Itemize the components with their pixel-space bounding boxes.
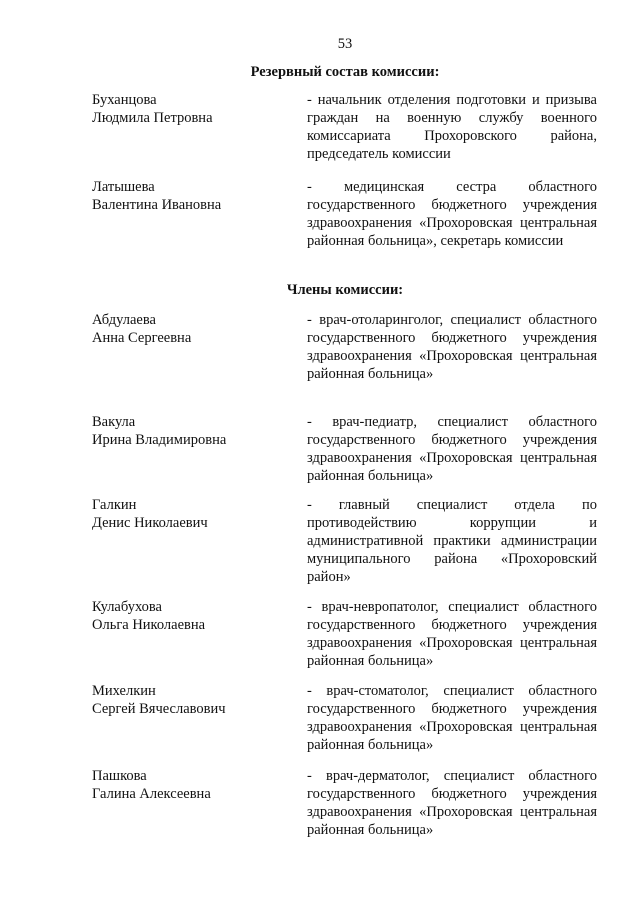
member-surname: Галкин — [92, 497, 137, 513]
member-name — [92, 496, 292, 532]
member-surname: Латышева — [92, 179, 155, 195]
member-role: - медицинская сестра областного государственного бюджетного учреждения здравоохранения «Прохоровская центральная районная больница», секретарь комиссии — [307, 179, 597, 249]
member-given-name: Галина Алексеевна — [92, 786, 211, 802]
member-surname: Кулабухова — [92, 599, 162, 615]
member-surname: Вакула — [92, 414, 136, 430]
member-name — [92, 598, 292, 634]
member-given-name: Людмила Петровна — [92, 110, 213, 126]
member-surname: Пашкова — [92, 768, 147, 784]
member-name — [92, 178, 292, 214]
member-role: - врач-стоматолог, специалист областного государственного бюджетного учреждения здравоохранения «Прохоровская центральная районная больница» — [307, 683, 597, 753]
member-surname: Михелкин — [92, 683, 156, 699]
member-role: - врач-педиатр, специалист областного государственного бюджетного учреждения здравоохранения «Прохоровская центральная районная больница» — [307, 414, 597, 484]
member-given-name: Ольга Николаевна — [92, 617, 206, 633]
member-name — [92, 767, 292, 803]
member-surname: Буханцова — [92, 92, 157, 108]
member-role: - врач-дерматолог, специалист областного государственного бюджетного учреждения здравоохранения «Прохоровская центральная районная больница» — [307, 768, 597, 838]
reserve-heading: Резервный состав комиссии: — [250, 64, 440, 80]
member-name — [92, 311, 292, 347]
member-role: - начальник отделения подготовки и призыва граждан на военную службу военного комиссариата Прохоровского района, председатель комиссии — [307, 92, 597, 162]
member-given-name: Валентина Ивановна — [92, 197, 222, 213]
member-name — [92, 91, 292, 127]
member-role: - врач-невропатолог, специалист областного государственного бюджетного учреждения здравоохранения «Прохоровская центральная районная больница» — [307, 599, 597, 669]
member-role: - врач-отоларинголог, специалист областного государственного бюджетного учреждения здравоохранения «Прохоровская центральная районная больница» — [307, 312, 597, 382]
member-role: - главный специалист отдела по противодействию коррупции и административной практики администрации муниципального района «Прохоровский район» — [307, 497, 597, 585]
member-given-name: Анна Сергеевна — [92, 330, 192, 346]
page-number: 53 — [337, 36, 353, 52]
members-heading: Члены комиссии: — [286, 282, 404, 298]
member-name — [92, 413, 292, 449]
member-surname: Абдулаева — [92, 312, 156, 328]
member-given-name: Ирина Владимировна — [92, 432, 227, 448]
member-given-name: Сергей Вячеславович — [92, 701, 226, 717]
member-given-name: Денис Николаевич — [92, 515, 208, 531]
member-name — [92, 682, 292, 718]
